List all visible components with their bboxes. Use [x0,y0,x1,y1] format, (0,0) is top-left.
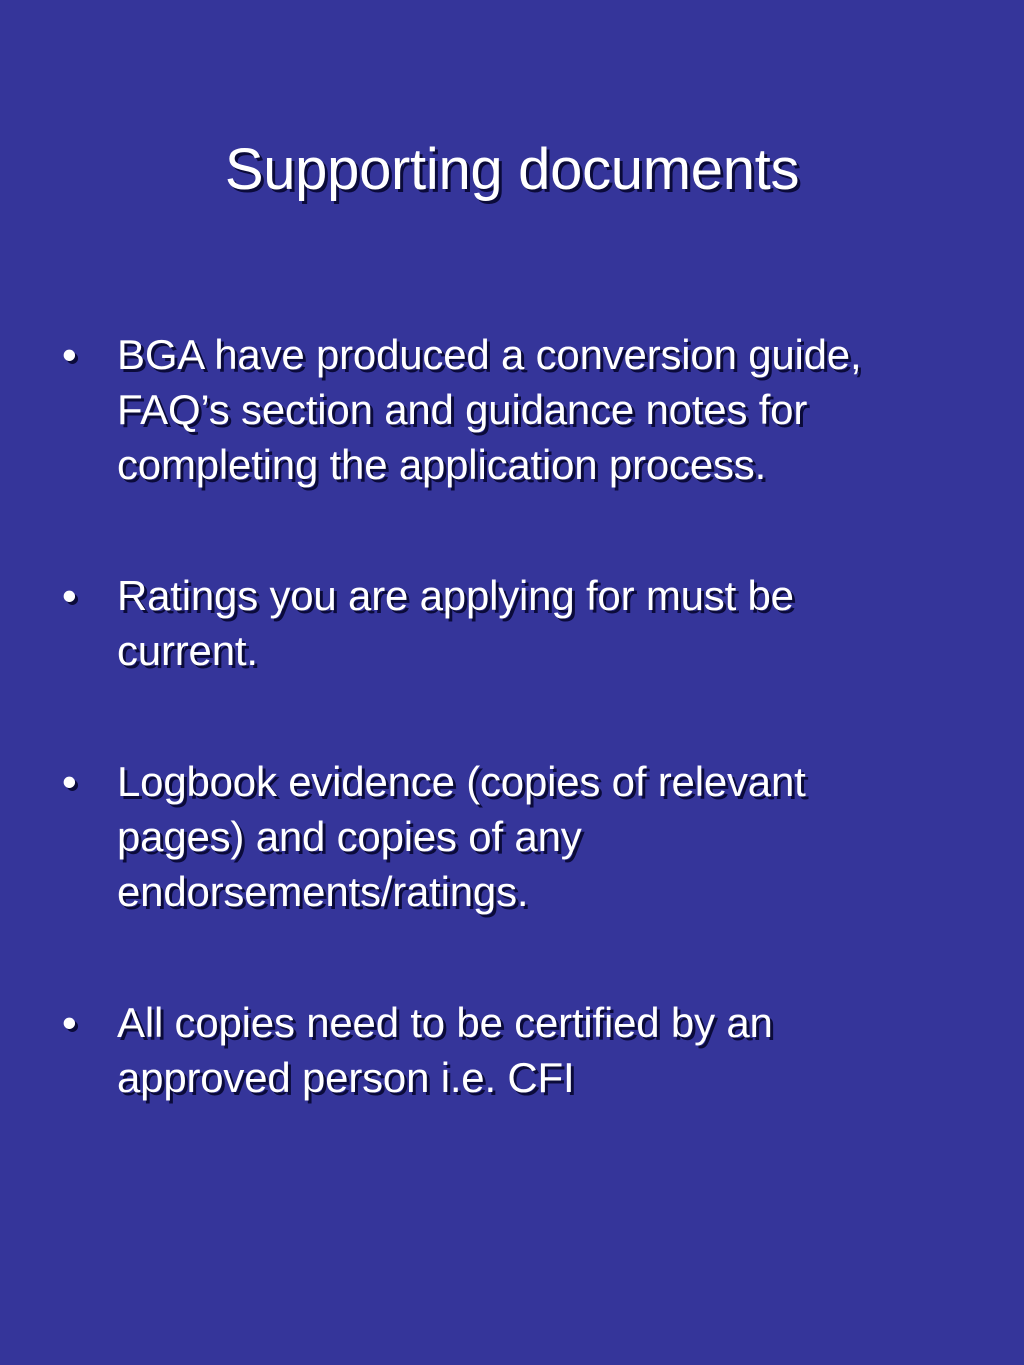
bullet-list [0,327,1024,1105]
bullet-line: Ratings you are applying for must be [117,572,794,619]
bullet-line: pages) and copies of any [117,813,582,860]
bullet-item-conversion-guide [0,327,1024,492]
bullet-icon: • [62,758,77,805]
bullet-item-certified-copies [0,995,1024,1105]
bullet-line: All copies need to be certified by an [117,999,773,1046]
bullet-line: completing the application process. [117,441,767,488]
bullet-line: current. [117,627,258,674]
bullet-line: Logbook evidence (copies of relevant [117,758,806,805]
bullet-item-ratings-current [0,568,1024,678]
bullet-icon: • [62,572,77,619]
bullet-line: FAQ’s section and guidance notes for [117,386,808,433]
bullet-icon: • [62,331,77,378]
bullet-item-logbook-evidence [0,754,1024,919]
bullet-line: BGA have produced a conversion guide, [117,331,862,378]
bullet-line: endorsements/ratings. [117,868,529,915]
bullet-icon: • [62,999,77,1046]
slide-title: Supporting documents [224,137,800,202]
bullet-line: approved person i.e. CFI [117,1054,575,1101]
